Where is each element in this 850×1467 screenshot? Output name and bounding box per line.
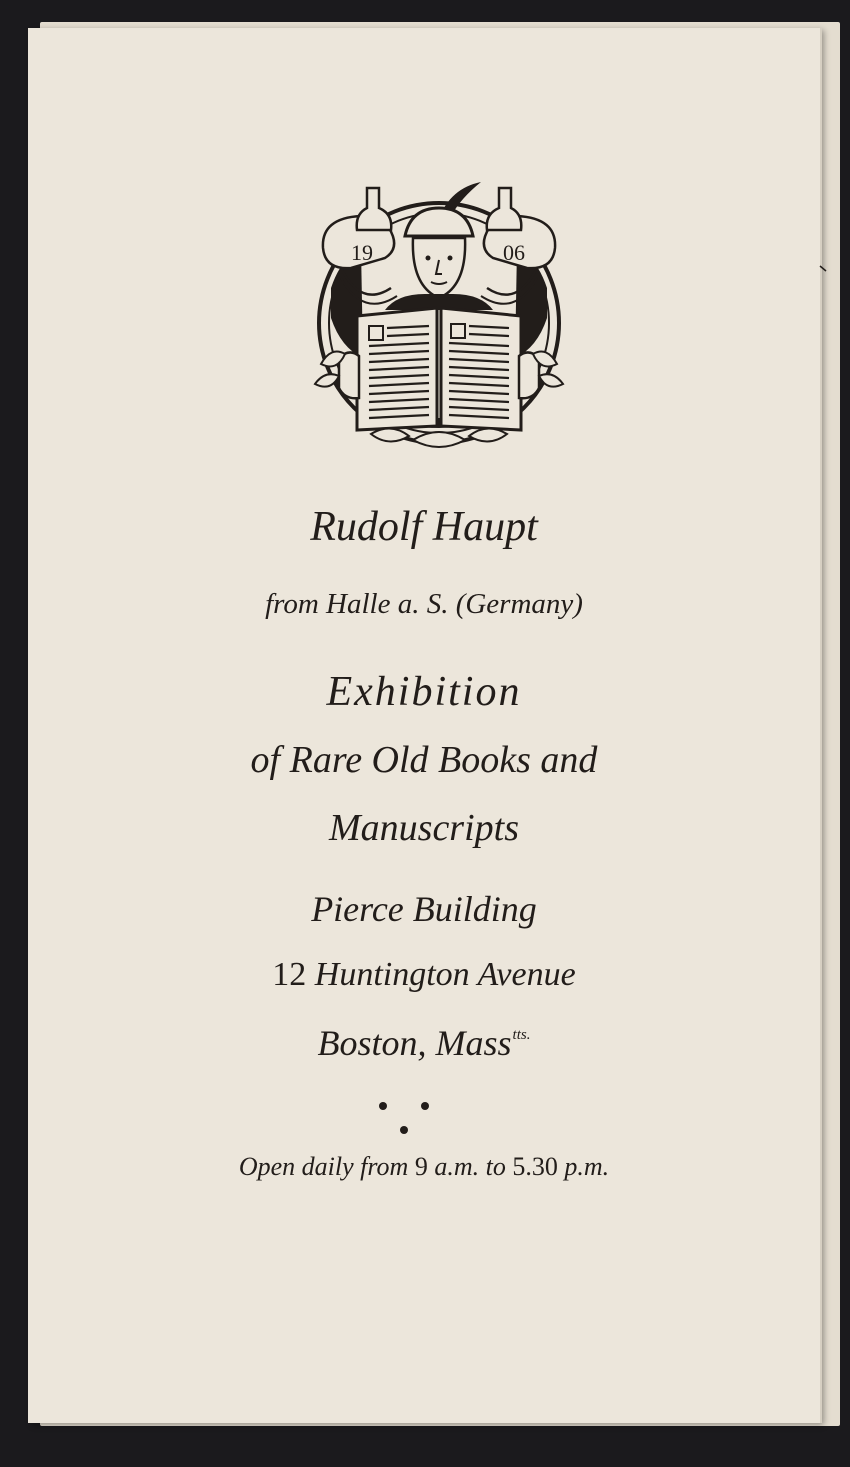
venue-city	[28, 1022, 820, 1064]
open-unit: a.m.	[434, 1152, 480, 1181]
three-dot-ornament-icon	[368, 1096, 438, 1140]
printer-mark-emblem-icon	[301, 178, 577, 478]
city-name: Boston, Mass	[317, 1023, 512, 1063]
exhibition-subject-line-1: of Rare Old Books and	[250, 739, 598, 781]
venue-street	[28, 956, 820, 994]
emblem-year-left: 19	[351, 240, 373, 265]
hours-prefix: Open daily from	[238, 1152, 409, 1181]
close-unit: p.m.	[564, 1152, 610, 1181]
exhibitor-origin: from Halle a. S. (Germany)	[265, 588, 583, 620]
exhibition-heading: Exhibition	[326, 669, 522, 715]
close-time: 5.30	[512, 1152, 558, 1181]
emblem-year-right: 06	[503, 240, 525, 265]
open-time: 9	[414, 1152, 428, 1181]
venue-building: Pierce Building	[311, 889, 537, 929]
exhibition-subject-line-2: Manuscripts	[329, 807, 519, 849]
opening-hours	[28, 1152, 820, 1182]
hours-to: to	[485, 1152, 506, 1181]
street-name: Huntington Avenue	[314, 956, 576, 993]
exhibitor-name: Rudolf Haupt	[310, 504, 538, 550]
paper-speck	[818, 263, 830, 275]
invitation-card	[28, 28, 820, 1423]
street-number: 12	[272, 956, 307, 993]
city-suffix: tts.	[512, 1027, 531, 1043]
